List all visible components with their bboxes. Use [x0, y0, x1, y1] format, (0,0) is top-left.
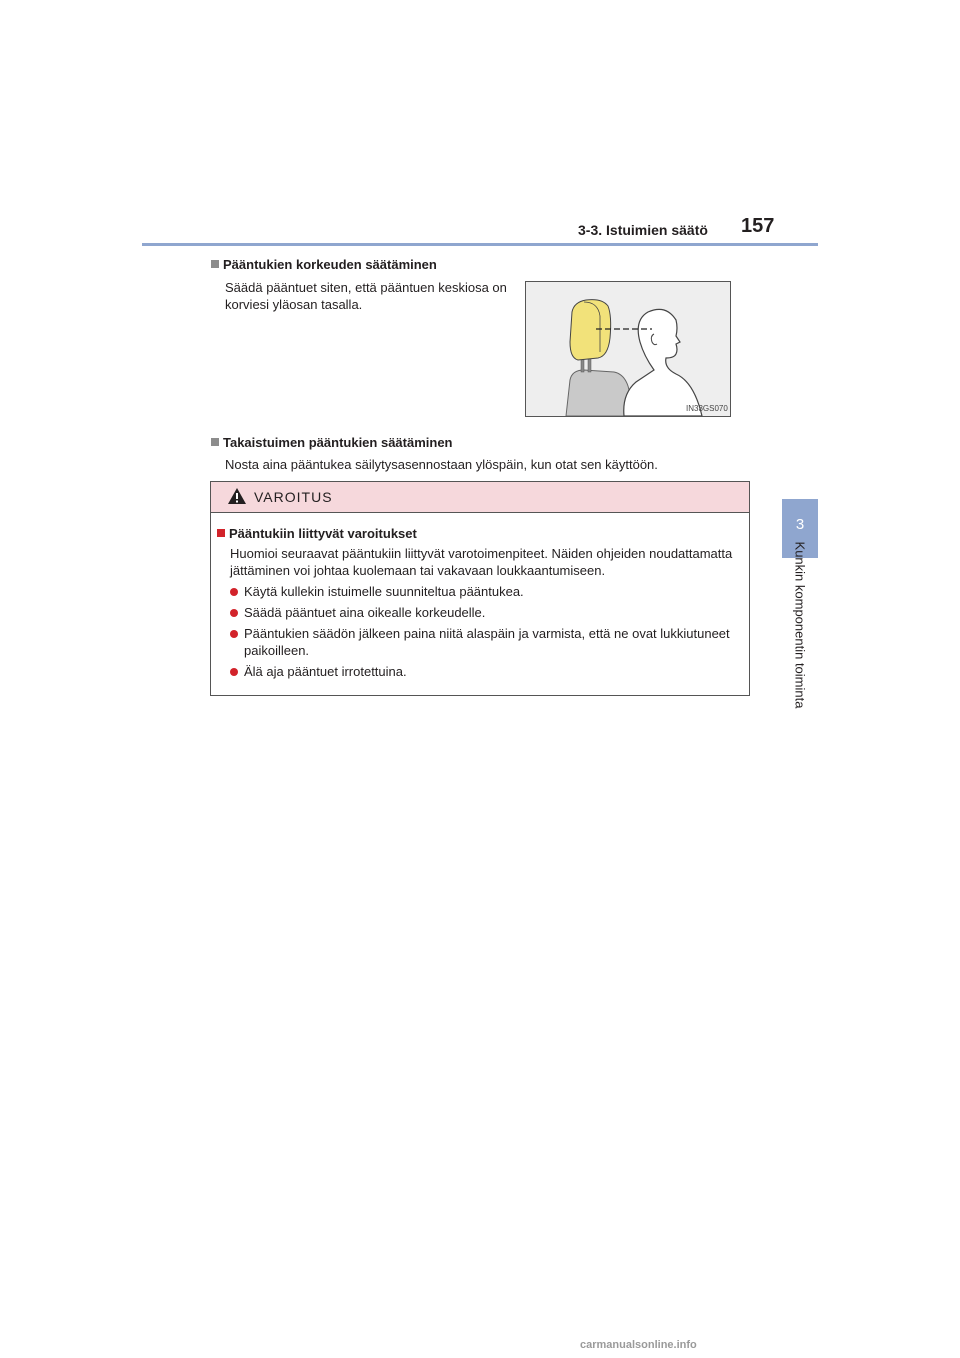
section1-title: Pääntukien korkeuden säätäminen [223, 257, 437, 272]
watermark-link[interactable]: carmanualsonline.info [580, 1339, 697, 1351]
square-bullet-icon [217, 529, 225, 537]
bullet-icon [230, 668, 238, 676]
page-number: 157 [741, 215, 775, 237]
section2-heading [211, 435, 453, 450]
bullet-icon [230, 609, 238, 617]
square-bullet-icon [211, 260, 219, 268]
chapter-title: Kunkin komponentin toiminta [792, 541, 808, 709]
warning-subtitle: Pääntukiin liittyvät varoitukset [229, 526, 417, 541]
warning-box [210, 481, 750, 696]
bullet-icon [230, 588, 238, 596]
section2-title: Takaistuimen pääntukien säätäminen [223, 435, 453, 450]
bullet-icon [230, 630, 238, 638]
chapter-number: 3 [795, 516, 805, 533]
warning-subheading [217, 526, 745, 541]
section1-heading [211, 257, 437, 272]
square-bullet-icon [211, 438, 219, 446]
warning-title: VAROITUS [254, 489, 333, 505]
warning-triangle-icon [227, 487, 247, 505]
warning-item: Älä aja pääntuet irrotettuina. [217, 663, 745, 680]
warning-item: Pääntukien säädön jälkeen paina niitä alaspäin ja varmista, että ne ovat lukkiutuneet paikoilleen. [217, 625, 745, 659]
section-title: 3-3. Istuimien säätö [578, 222, 708, 238]
headrest-diagram [526, 282, 730, 416]
warning-intro: Huomioi seuraavat pääntukiin liittyvät varotoimenpiteet. Näiden ohjeiden noudattamatta jättäminen voi johtaa kuolemaan tai vakavaan loukkaantumiseen. [230, 546, 733, 578]
warning-header [211, 482, 749, 513]
warning-item: Säädä pääntuet aina oikealle korkeudelle. [217, 604, 745, 621]
warning-body [217, 526, 745, 684]
warning-item: Käytä kullekin istuimelle suunniteltua pääntukea. [217, 583, 745, 600]
headrest-illustration [525, 281, 731, 417]
section2-text: Nosta aina pääntukea säilytysasennostaan ylöspäin, kun otat sen käyttöön. [225, 457, 658, 472]
figure-code: IN33GS070 [686, 404, 728, 413]
section1-text: Säädä pääntuet siten, että pääntuen keskiosa on korviesi yläosan tasalla. [225, 280, 507, 312]
header-divider [142, 243, 818, 246]
